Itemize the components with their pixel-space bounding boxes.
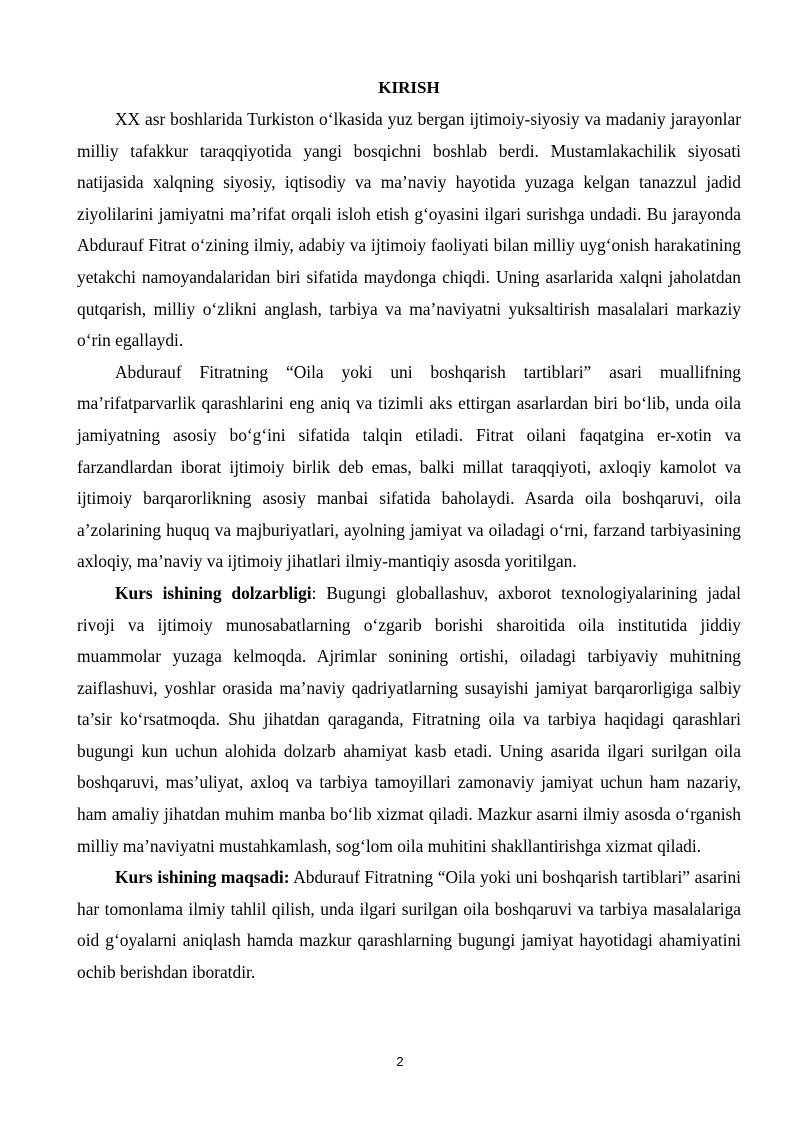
paragraph-lead: Kurs ishining dolzarbligi (115, 582, 312, 603)
paragraph-text: XX asr boshlarida Turkiston o‘lkasida yuz bergan ijtimoiy-siyosiy va madaniy jarayonlar milliy tafakkur taraqqiyotida yangi bosqichni boshlab berdi. Mustamlakachilik siyosati natijasida xalqning siyosiy, iqtisodiy va ma’naviy hayotida yuzaga kelgan tanazzul jadid ziyolilarini jamiyatni ma’rifat orqali isloh etish g‘oyasini ilgari surishga undadi. Bu jarayonda Abdurauf Fitrat o‘zining ilmiy, adabiy va ijtimoiy faoliyati bilan milliy uyg‘onish harakatining yetakchi namoyandalaridan biri sifatida maydonga chiqdi. Uning asarlarida xalqni jaholatdan qutqarish, milliy o‘zlikni anglash, tarbiya va ma’naviyatni yuksaltirish masalalari markaziy o‘rin egallaydi. (77, 109, 741, 351)
paragraph-text: : Bugungi globallashuv, axborot texnologiyalarining jadal rivoji va ijtimoiy munosabatlarning o‘zgarib borishi sharoitida oila institutida jiddiy muammolar yuzaga kelmoqda. Ajrimlar sonining ortishi, oiladagi tarbiyaviy muhitning zaiflashuvi, yoshlar orasida ma’naviy qadriyatlarning susayishi jamiyat barqarorligiga salbiy ta’sir ko‘rsatmoqda. Shu jihatdan qaraganda, Fitratning oila va tarbiya haqidagi qarashlari bugungi kun uchun alohida dolzarb ahamiyat kasb etadi. Uning asarida ilgari surilgan oila boshqaruvi, mas’uliyat, axloq va tarbiya tamoyillari zamonaviy jamiyat uchun ham nazariy, ham amaliy jihatdan muhim manba bo‘lib xizmat qiladi. Mazkur asarni ilmiy asosda o‘rganish milliy ma’naviyatni mustahkamlash, sog‘lom oila muhitini shakllantirishga xizmat qiladi. (77, 582, 741, 856)
paragraph-relevance (77, 578, 741, 862)
paragraph-goal (77, 862, 741, 988)
paragraph-intro (77, 104, 741, 357)
paragraph-text: Abdurauf Fitratning “Oila yoki uni boshqarish tartiblari” asarini har tomonlama ilmiy tahlil qilish, unda ilgari surilgan oila boshqaruvi va tarbiya masalalariga oid g‘oyalarni aniqlash hamda mazkur qarashlarning bugungi jamiyat hayotidagi ahamiyatini ochib berishdan iboratdir. (77, 867, 741, 983)
document-page (77, 76, 741, 989)
paragraph-text: Abdurauf Fitratning “Oila yoki uni boshqarish tartiblari” asari muallifning ma’rifatparvarlik qarashlarini eng aniq va tizimli aks ettirgan asarlardan biri bo‘lib, unda oila jamiyatning asosiy bo‘g‘ini sifatida talqin etiladi. Fitrat oilani faqatgina er-xotin va farzandlardan iborat ijtimoiy birlik deb emas, balki millat taraqqiyoti, axloqiy kamolot va ijtimoiy barqarorlikning asosiy manbai sifatida baholaydi. Asarda oila boshqaruvi, oila a’zolarining huquq va majburiyatlari, ayolning jamiyat va oiladagi o‘rni, farzand tarbiyasining axloqiy, ma’naviy va ijtimoiy jihatlari ilmiy-mantiqiy asosda yoritilgan. (77, 361, 741, 572)
section-title: KIRISH (378, 78, 440, 97)
page-number: 2 (396, 1054, 404, 1069)
paragraph-lead: Kurs ishining maqsadi: (115, 867, 290, 888)
paragraph-work-description (77, 357, 741, 578)
